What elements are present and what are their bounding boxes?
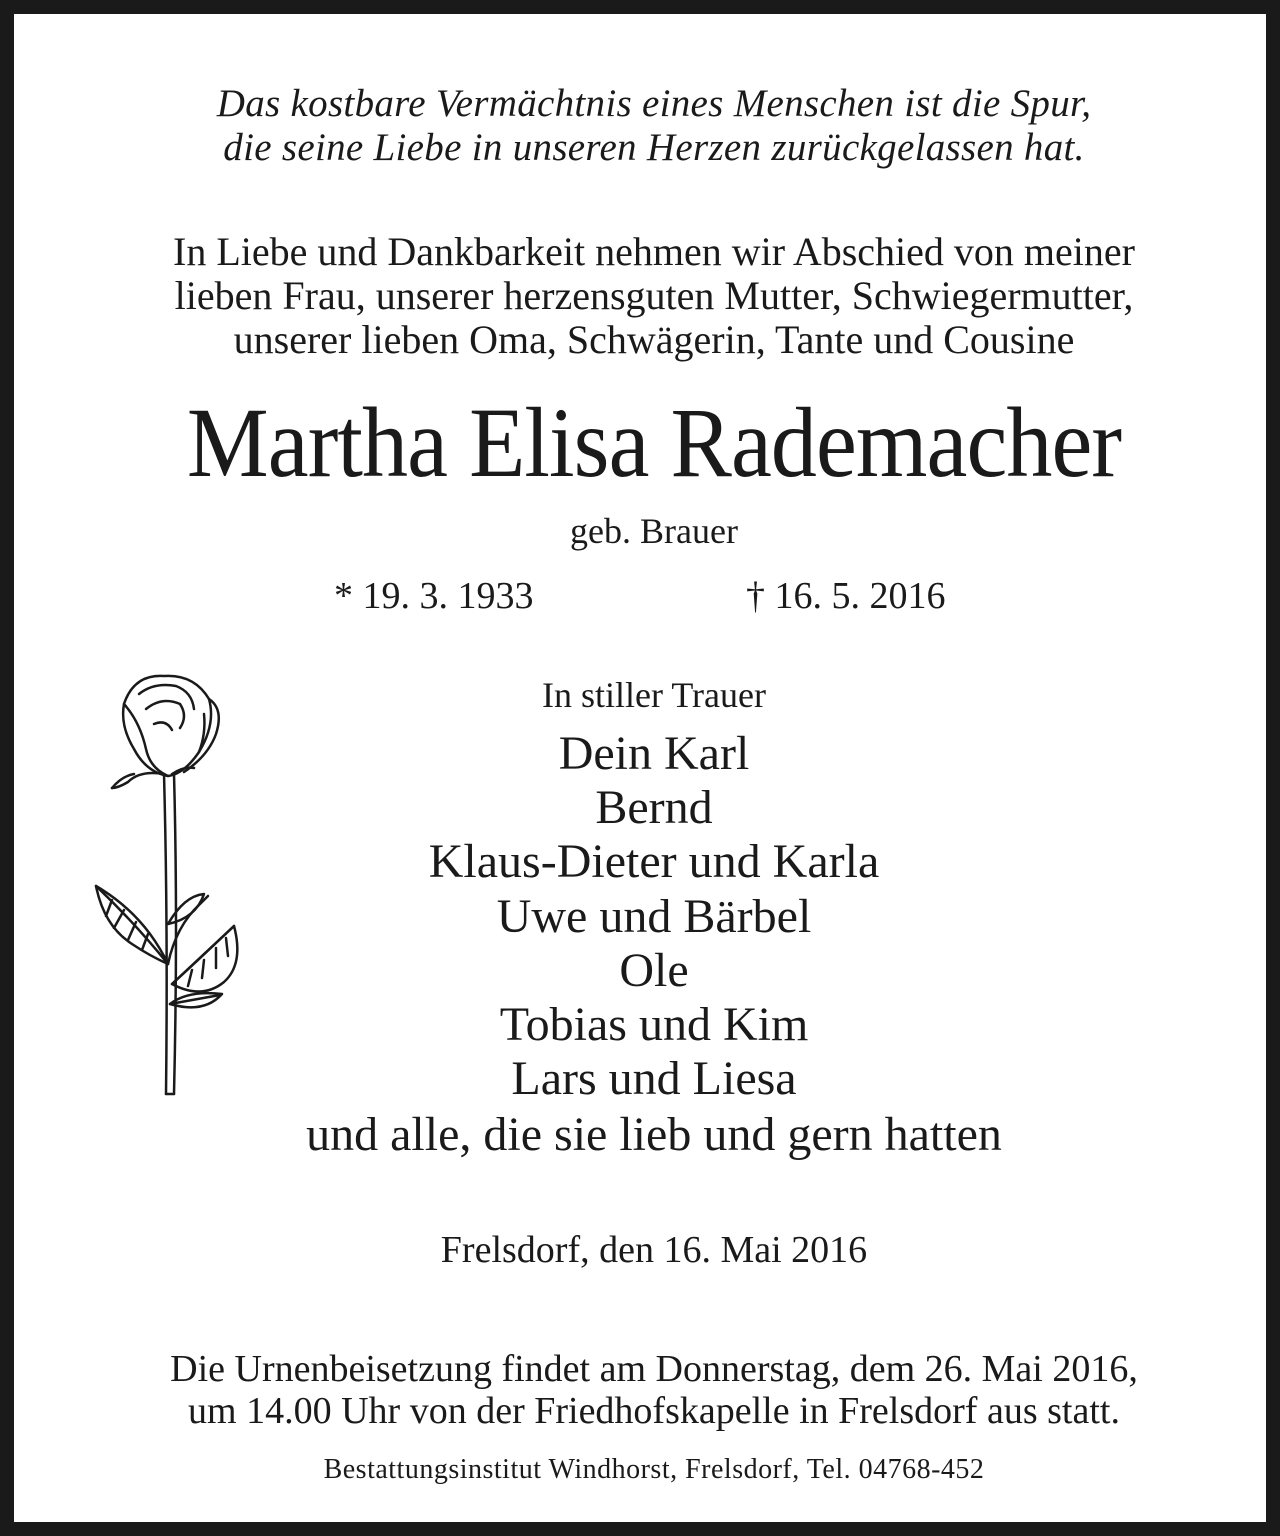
mourner-name: Klaus-Dieter und Karla: [428, 835, 880, 888]
deceased-name: Martha Elisa Rademacher: [186, 387, 1122, 498]
mourner-name: Lars und Liesa: [511, 1052, 797, 1105]
motto-line-2: die seine Liebe in unseren Herzen zurückgelassen hat.: [223, 126, 1085, 169]
intro-line-2b: unserer lieben Oma, Schwägerin, Tante und Cousine: [233, 317, 1075, 362]
mourner-name: Tobias und Kim: [499, 998, 809, 1051]
funeral-info-line-1: Die Urnenbeisetzung findet am Donnerstag, dem 26. Mai 2016,: [170, 1348, 1138, 1390]
mourner-closing: und alle, die sie lieb und gern hatten: [306, 1108, 1002, 1161]
undertaker-info: Bestattungsinstitut Windhorst, Frelsdorf, Tel. 04768-452: [323, 1454, 985, 1485]
mourner-name: Ole: [619, 944, 689, 997]
intro-line-1: In Liebe und Dankbarkeit nehmen wir Abschied von meiner: [173, 229, 1135, 274]
birth-name: geb. Brauer: [570, 511, 738, 551]
motto-line-1: Das kostbare Vermächtnis eines Menschen ist die Spur,: [216, 82, 1092, 125]
birth-date: * 19. 3. 1933: [334, 575, 534, 617]
mourner-name: Dein Karl: [558, 727, 750, 780]
place-and-date: Frelsdorf, den 16. Mai 2016: [440, 1229, 868, 1271]
intro-line-2: lieben Frau, unserer herzensguten Mutter, Schwiegermutter,: [174, 273, 1134, 318]
death-date: † 16. 5. 2016: [746, 575, 946, 617]
mourner-name: Bernd: [595, 781, 713, 834]
funeral-info-line-2: um 14.00 Uhr von der Friedhofskapelle in Frelsdorf aus statt.: [188, 1390, 1120, 1432]
mourner-name: Uwe und Bärbel: [496, 890, 812, 943]
mourners-heading: In stiller Trauer: [542, 675, 766, 715]
